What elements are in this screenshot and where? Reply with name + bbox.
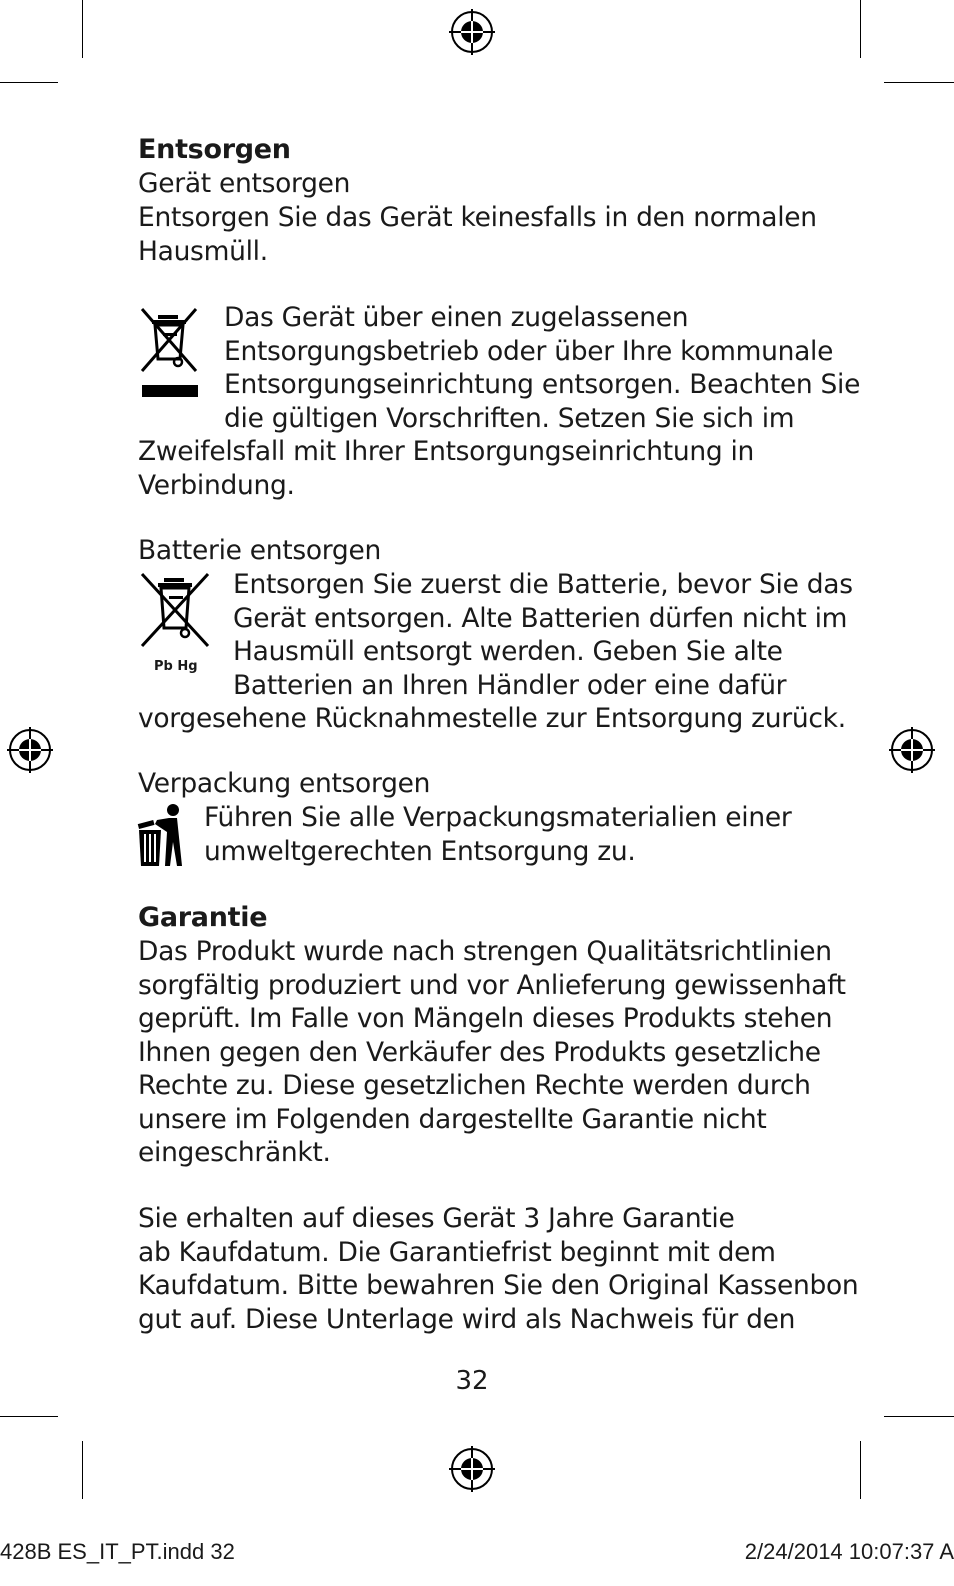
text-line: Sie erhalten auf dieses Gerät 3 Jahre Garantie	[138, 1203, 735, 1234]
slug-filename: 428B ES_IT_PT.indd 32	[0, 1539, 235, 1564]
crossed-out-bin-icon	[138, 305, 202, 399]
text-line: Zweifelsfall mit Ihrer Entsorgungseinrichtung in	[138, 436, 755, 467]
crop-mark	[884, 1416, 954, 1417]
text-line: Ihnen gegen den Verkäufer des Produkts gesetzliche	[138, 1036, 821, 1068]
battery-full-text: vorgesehene Rücknahmestelle zur Entsorgung zurück.	[138, 703, 846, 734]
registration-mark-icon	[5, 725, 55, 775]
text-line: umweltgerechten Entsorgung zu.	[204, 835, 636, 867]
registration-mark-icon	[447, 1444, 497, 1494]
device-intro	[138, 201, 817, 268]
battery-icon-label: Pb Hg	[154, 659, 198, 674]
section-title-warranty: Garantie	[138, 902, 268, 933]
text-line: Das Produkt wurde nach strengen Qualitätsrichtlinien	[138, 936, 832, 967]
text-line: Das Gerät über einen zugelassenen	[224, 302, 689, 333]
battery-bin-icon	[138, 572, 212, 682]
warranty-paragraph-2	[138, 1202, 858, 1336]
text-line: Hausmüll.	[138, 235, 268, 267]
registration-mark-icon	[887, 725, 937, 775]
subheading-device-disposal: Gerät entsorgen	[138, 168, 351, 199]
crop-mark	[82, 1441, 83, 1499]
crop-mark	[0, 82, 58, 83]
device-full-text	[138, 435, 754, 502]
packaging-wrapped-text	[204, 801, 791, 868]
text-line: Kaufdatum. Bitte bewahren Sie den Original Kassenbon	[138, 1270, 859, 1301]
text-line: Führen Sie alle Verpackungsmaterialien einer	[204, 802, 792, 833]
crop-mark	[82, 0, 83, 58]
subheading-battery-disposal: Batterie entsorgen	[138, 535, 381, 566]
battery-wrapped-text	[233, 568, 853, 702]
text-line: die gültigen Vorschriften. Setzen Sie sich im	[224, 402, 795, 434]
registration-mark-icon	[447, 7, 497, 57]
crop-mark	[860, 1441, 861, 1499]
text-line: ab Kaufdatum. Die Garantiefrist beginnt mit dem	[138, 1236, 776, 1268]
text-line: Entsorgungsbetrieb oder über Ihre kommunale	[224, 335, 834, 367]
slug-datetime: 2/24/2014 10:07:37 A	[744, 1539, 954, 1564]
text-line: Verbindung.	[138, 469, 295, 501]
crop-mark	[884, 82, 954, 83]
section-title-disposal: Entsorgen	[138, 134, 291, 165]
text-line: Hausmüll entsorgt werden. Geben Sie alte	[233, 636, 783, 667]
text-line: eingeschränkt.	[138, 1137, 331, 1168]
text-line: unsere im Folgenden dargestellte Garantie nicht	[138, 1103, 767, 1135]
crop-mark	[0, 1416, 58, 1417]
text-line: Batterien an Ihren Händler oder eine dafür	[233, 669, 787, 701]
text-line: sorgfältig produziert und vor Anlieferung gewissenhaft	[138, 969, 846, 1001]
page-number: 32	[455, 1366, 489, 1396]
text-line: geprüft. Im Falle von Mängeln dieses Produkts stehen	[138, 1003, 833, 1034]
text-line: Entsorgungseinrichtung entsorgen. Beachten Sie	[224, 369, 861, 400]
text-line: Entsorgen Sie zuerst die Batterie, bevor Sie das	[233, 569, 853, 600]
tidyman-icon	[135, 802, 185, 868]
text-line: Gerät entsorgen. Alte Batterien dürfen nicht im	[233, 602, 848, 634]
subheading-packaging-disposal: Verpackung entsorgen	[138, 768, 431, 799]
text-line: Rechte zu. Diese gesetzlichen Rechte werden durch	[138, 1070, 811, 1101]
text-line: Entsorgen Sie das Gerät keinesfalls in den normalen	[138, 202, 817, 233]
crop-mark	[860, 0, 861, 58]
device-wrapped-text	[224, 301, 860, 435]
warranty-paragraph-1	[138, 935, 846, 1170]
text-line: gut auf. Diese Unterlage wird als Nachweis für den	[138, 1303, 796, 1335]
